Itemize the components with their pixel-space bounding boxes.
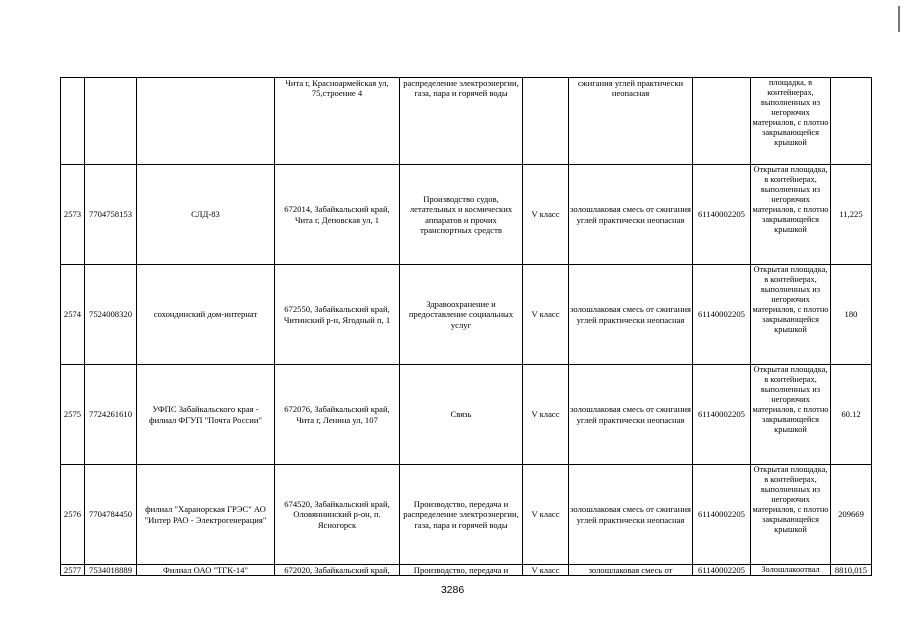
waste-registry-table <box>60 77 872 576</box>
inn-cell: 7524008320 <box>85 265 137 365</box>
organization-name-cell <box>137 78 275 165</box>
amount-cell: 60.12 <box>831 365 872 465</box>
waste-name-cell: золошлаковая смесь от <box>569 565 693 576</box>
hazard-class-cell: V класс <box>523 365 569 465</box>
hazard-class-cell: V класс <box>523 465 569 565</box>
hazard-class-cell <box>523 78 569 165</box>
storage-place-cell: Открытая площадка, в контейнерах, выполненных из негорючих материалов, с плотно закрывающейся крышкой <box>751 265 831 365</box>
table-row <box>61 365 872 465</box>
storage-place-cell: Открытая площадка, в контейнерах, выполненных из негорючих материалов, с плотно закрывающейся крышкой <box>751 365 831 465</box>
inn-cell: 7704784450 <box>85 465 137 565</box>
organization-name-cell: СЛД-83 <box>137 165 275 265</box>
organization-name-cell: филиал "Харанорская ГРЭС" АО "Интер РАО - Электрогенерация" <box>137 465 275 565</box>
amount-cell: 209669 <box>831 465 872 565</box>
organization-name-cell: сохондинский дом-интернат <box>137 265 275 365</box>
inn-cell <box>85 78 137 165</box>
activity-cell: Связь <box>400 365 523 465</box>
fkko-code-cell: 61140002205 <box>693 165 751 265</box>
row-number-cell: 2573 <box>61 165 85 265</box>
address-cell: 674520, Забайкальский край, Оловяннинский р-он, п. Ясногорск <box>275 465 400 565</box>
waste-name-cell: сжигания углей практически неопасная <box>569 78 693 165</box>
amount-cell <box>831 78 872 165</box>
address-cell: 672550, Забайкальский край, Читинский р-н, Ягодный п, 1 <box>275 265 400 365</box>
organization-name-cell: Филиал ОАО "ТГК-14" <box>137 565 275 576</box>
activity-cell: Производство судов, летательных и космических аппаратов и прочих транспортных средств <box>400 165 523 265</box>
activity-cell: распределение электроэнергии, газа, пара и горячей воды <box>400 78 523 165</box>
table-row <box>61 265 872 365</box>
table-row <box>61 465 872 565</box>
row-number-cell <box>61 78 85 165</box>
hazard-class-cell: V класс <box>523 265 569 365</box>
address-cell: 672014, Забайкальский край, Чита г, Деповская ул, 1 <box>275 165 400 265</box>
amount-cell: 8810,015 <box>831 565 872 576</box>
storage-place-cell: Открытая площадка, в контейнерах, выполненных из негорючих материалов, с плотно закрывающейся крышкой <box>751 465 831 565</box>
activity-cell: Производство, передача и распределение электроэнергии, газа, пара и горячей воды <box>400 465 523 565</box>
address-cell: 672076, Забайкальский край, Чита г, Ленина ул, 107 <box>275 365 400 465</box>
row-number-cell: 2576 <box>61 465 85 565</box>
hazard-class-cell: V класс <box>523 165 569 265</box>
fkko-code-cell: 61140002205 <box>693 565 751 576</box>
row-number-cell: 2577 <box>61 565 85 576</box>
table-row <box>61 165 872 265</box>
activity-cell: Здравоохранение и предоставление социальных услуг <box>400 265 523 365</box>
storage-place-cell: площадка, в контейнерах, выполненных из негорючих материалов, с плотно закрывающейся крышкой <box>751 78 831 165</box>
address-cell: 672020, Забайкальский край, <box>275 565 400 576</box>
amount-cell: 11,225 <box>831 165 872 265</box>
waste-name-cell: золошлаковая смесь от сжигания углей практически неопасная <box>569 165 693 265</box>
fkko-code-cell: 61140002205 <box>693 465 751 565</box>
address-cell: Чита г, Красноармейская ул, 75,строение 4 <box>275 78 400 165</box>
row-number-cell: 2575 <box>61 365 85 465</box>
storage-place-cell: Открытая площадка, в контейнерах, выполненных из негорючих материалов, с плотно закрывающейся крышкой <box>751 165 831 265</box>
table-body <box>61 78 872 576</box>
organization-name-cell: УФПС Забайкальского края - филиал ФГУП "Почта России" <box>137 365 275 465</box>
activity-cell: Производство, передача и <box>400 565 523 576</box>
waste-name-cell: золошлаковая смесь от сжигания углей практически неопасная <box>569 465 693 565</box>
inn-cell: 7724261610 <box>85 365 137 465</box>
table-row-continuation <box>61 78 872 165</box>
fkko-code-cell <box>693 78 751 165</box>
page-number: 3286 <box>440 584 465 596</box>
inn-cell: 7704758153 <box>85 165 137 265</box>
storage-place-cell: Золошлакоотвал <box>751 565 831 576</box>
waste-name-cell: золошлаковая смесь от сжигания углей практически неопасная <box>569 265 693 365</box>
amount-cell: 180 <box>831 265 872 365</box>
fkko-code-cell: 61140002205 <box>693 265 751 365</box>
hazard-class-cell: V класс <box>523 565 569 576</box>
inn-cell: 7534018889 <box>85 565 137 576</box>
fkko-code-cell: 61140002205 <box>693 365 751 465</box>
table-row-last <box>61 565 872 576</box>
row-number-cell: 2574 <box>61 265 85 365</box>
scan-edge-mark <box>898 6 900 32</box>
waste-name-cell: золошлаковая смесь от сжигания углей практически неопасная <box>569 365 693 465</box>
